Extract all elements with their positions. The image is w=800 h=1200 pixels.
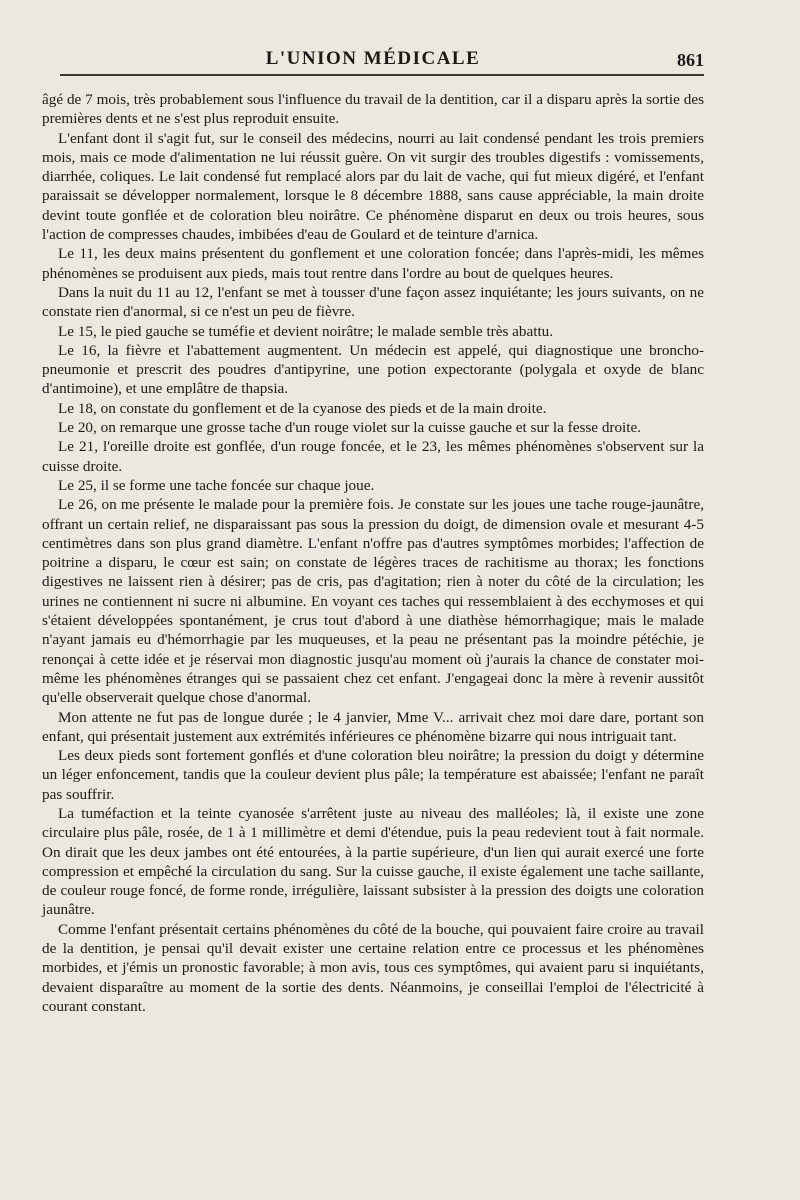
paragraph: Comme l'enfant présentait certains phénomènes du côté de la bouche, qui pouvaient faire croire au travail de la dentition, je pensai qu'il devait exister une certaine relation entre ce processus et les phénomènes morbides, et j'émis un pronostic favorable; à mon avis, tous ces symptômes, qui avaient paru si inquiétants, devaient disparaître au moment de la sortie des dents. Néanmoins, je conseillai l'emploi de l'électricité à courant constant. bbox=[42, 920, 704, 1015]
paragraph: Les deux pieds sont fortement gonflés et d'une coloration bleu noirâtre; la pression du doigt y détermine un léger enfoncement, tandis que la couleur devient plus pâle; la température est abaissée; l'enfant ne paraît pas souffrir. bbox=[42, 747, 704, 803]
paragraph: Le 16, la fièvre et l'abattement augmentent. Un médecin est appelé, qui diagnostique une broncho-pneumonie et prescrit des poudres d'antipyrine, une potion expectorante (polygala et oxyde de blanc d'antimoine), et une emplâtre de thapsia. bbox=[42, 341, 704, 398]
paragraph: Le 18, on constate du gonflement et de la cyanose des pieds et de la main droite. bbox=[58, 399, 547, 417]
paragraph: Le 25, il se forme une tache foncée sur chaque joue. bbox=[58, 476, 375, 494]
paragraph: Le 20, on remarque une grosse tache d'un rouge violet sur la cuisse gauche et sur la fesse droite. bbox=[58, 419, 642, 437]
paragraph: La tuméfaction et la teinte cyanosée s'arrêtent juste au niveau des malléoles; là, il existe une zone circulaire plus pâle, rosée, de 1 à 1 millimètre et demi d'étendue, puis la peau redevient tout à fait normale. On dirait que les deux jambes ont été entourées, à la partie supérieure, d'un lien qui aurait exercé une forte compression et empêché la circulation du sang. Sur la cuisse gauche, il existe également une tache saillante, de couleur rouge foncé, de forme ronde, irrégulière, laissant subsister à la pression des doigts une coloration jaunâtre. bbox=[42, 804, 704, 919]
page-number: 861 bbox=[677, 50, 704, 70]
paragraph: Dans la nuit du 11 au 12, l'enfant se met à tousser d'une façon assez inquiétante; les jours suivants, on ne constate rien d'anormal, si ce n'est un peu de fièvre. bbox=[42, 283, 704, 321]
header-rule bbox=[60, 74, 704, 76]
paragraph: Le 21, l'oreille droite est gonflée, d'un rouge foncée, et le 23, les mêmes phénomènes s'observent sur la cuisse droite. bbox=[42, 438, 704, 475]
paragraph: Mon attente ne fut pas de longue durée ; le 4 janvier, Mme V... arrivait chez moi dare dare, portant son enfant, qui présentait justement aux extrémités inférieures ce phénomène bizarre qui nous intriguait tant. bbox=[42, 708, 704, 745]
running-title: L'UNION MÉDICALE bbox=[265, 48, 481, 69]
paragraph: Le 11, les deux mains présentent du gonflement et une coloration foncée; dans l'après-midi, les mêmes phénomènes se produisent aux pieds, mais tout rentre dans l'ordre au bout de quelques heures. bbox=[42, 245, 704, 282]
page-header bbox=[42, 46, 704, 70]
paragraph: Le 26, on me présente le malade pour la première fois. Je constate sur les joues une tache rouge-jaunâtre, offrant un certain relief, ne disparaissant pas sous la pression du doigt, de dimension ovale et mesurant 4-5 centimètres dans son plus grand diamètre. L'enfant n'offre pas d'autres symptômes morbides; l'affection de poitrine a disparu, le cœur est sain; on constate de légères traces de rachitisme au thorax; les fonctions digestives ne laissent rien à désirer; pas de cris, pas d'agitation; rien à noter du côté de la circulation; les urines ne contiennent ni sucre ni albumine. En voyant ces taches qui ressemblaient à des ecchymoses et qui s'étaient développées spontanément, je crus tout d'abord à une diathèse hémorrhagique; mais le malade n'ayant jamais eu d'hémorrhagie par les muqueuses, et la peau ne présentant pas la moindre pétéchie, je renonçai à cette idée et je réservai mon diagnostic jusqu'au moment où j'aurais la chance de constater moi-même les phénomènes étranges qui se passaient chez cet enfant. J'engageai donc la mère à revenir aussitôt qu'elle observerait quelque chose d'anormal. bbox=[42, 496, 704, 707]
paragraph: Le 15, le pied gauche se tuméfie et devient noirâtre; le malade semble très abattu. bbox=[58, 322, 554, 340]
paragraph: âgé de 7 mois, très probablement sous l'influence du travail de la dentition, car il a disparu après la sortie des premières dents et ne s'est plus reproduit ensuite. bbox=[42, 91, 704, 128]
paragraph: L'enfant dont il s'agit fut, sur le conseil des médecins, nourri au lait condensé pendant les trois premiers mois, mais ce mode d'alimentation ne lui réussit guère. On vit surgir des troubles digestifs : vomissements, diarrhée, coliques. Le lait condensé fut remplacé alors par du lait de vache, qui fut mieux digéré, et l'enfant paraissait se développer normalement, lorsque le 8 décembre 1888, sans cause appréciable, la main droite devint toute gonflée et de coloration bleu noirâtre. Ce phénomène disparut en deux ou trois heures, sous l'action de compresses chaudes, imbibées d'eau de Goulard et de teinture d'arnica. bbox=[42, 129, 704, 244]
article-body bbox=[42, 90, 704, 1016]
